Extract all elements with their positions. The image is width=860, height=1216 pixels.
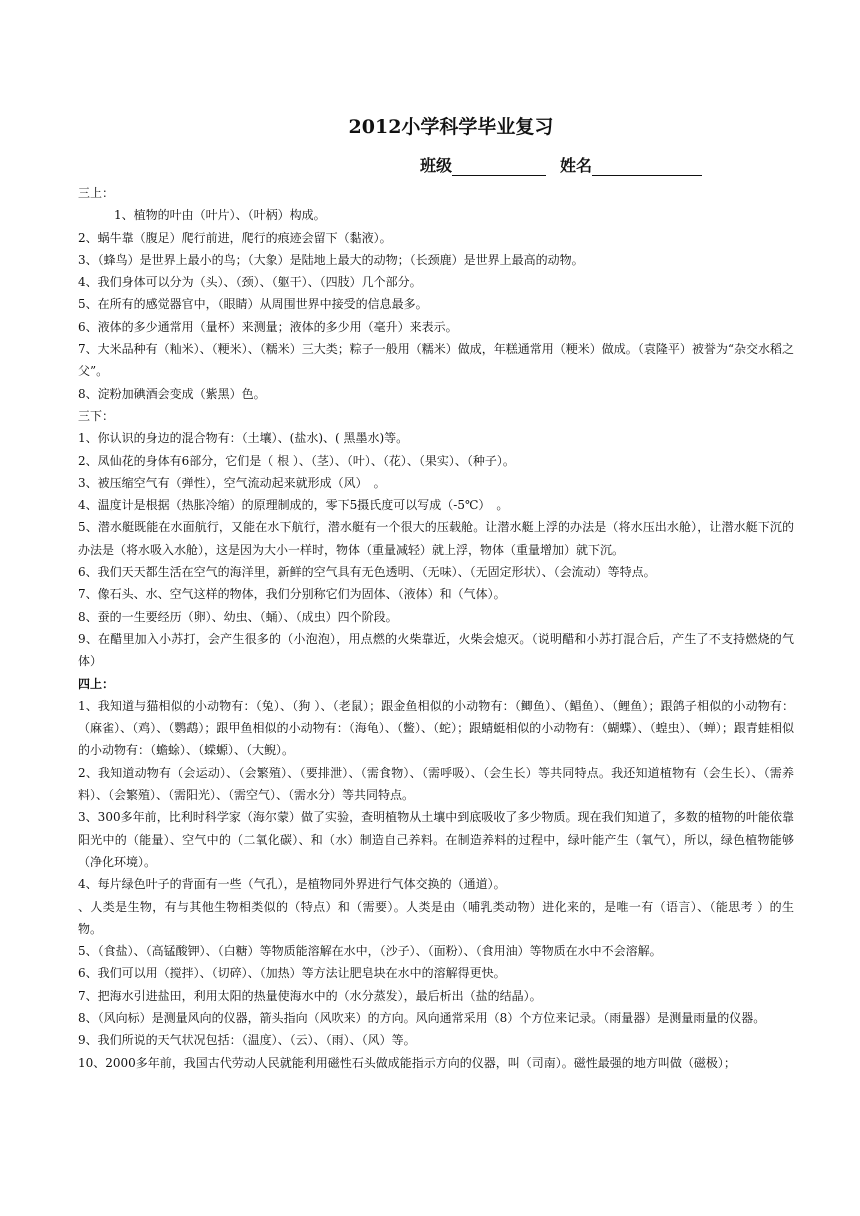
list-item: 1、植物的叶由（叶片）、（叶柄）构成。 [114,208,326,223]
list-item: 3、被压缩空气有（弹性），空气流动起来就形成（风） 。 [78,475,386,490]
list-item: 2、我知道动物有（会运动）、（会繁殖）、（要排泄）、（需食物）、（需呼吸）、（会生长）等共同特点。我还知道植物有（会生长）、（需养料）、（会繁殖）、（需阳光）、（需空气）、（需水分）等共同特点。 [78,765,794,803]
section-heading: 三下： [78,408,115,423]
list-item: 4、每片绿色叶子的背面有一些（气孔），是植物同外界进行气体交换的（通道）。 [78,877,506,892]
list-item: 6、我们天天都生活在空气的海洋里，新鲜的空气具有无色透明、（无味）、（无固定形状）、（会流动）等特点。 [78,565,656,580]
list-item: 6、液体的多少通常用（量杯）来测量；液体的多少用（毫升）来表示。 [78,319,458,334]
list-item: 8、淀粉加碘酒会变成（紫黑）色。 [78,386,266,401]
list-item: 7、把海水引进盐田，利用太阳的热量使海水中的（水分蒸发），最后析出（盐的结晶）。 [78,988,542,1003]
name-blank [592,157,702,176]
list-item: 8、蚕的一生要经历（卵）、幼虫、（蛹）、（成虫）四个阶段。 [78,609,398,624]
section-heading: 四上： [78,676,115,691]
class-label: 班级 [419,156,452,175]
list-item: 8、（风向标）是测量风向的仪器，箭头指向（风吹来）的方向。风向通常采用（8）个方位来记录。（雨量器）是测量雨量的仪器。 [78,1010,766,1025]
list-item: 7、大米品种有（籼米）、（粳米）、（糯米）三大类；粽子一般用（糯米）做成，年糕通常用（粳米）做成。（袁隆平）被誉为“杂交水稻之父”。 [78,342,794,379]
list-item: 6、我们可以用（搅拌）、（切碎）、（加热）等方法让肥皂块在水中的溶解得更快。 [78,966,506,981]
list-item: 4、我们身体可以分为（头）、（颈）、（躯干）、（四肢）几个部分。 [78,275,422,290]
document-page [78,112,794,1074]
section-heading: 三上： [78,186,115,200]
list-item: 10、2000多年前，我国古代劳动人民就能利用磁性石头做成能指示方向的仪器，叫（司南）。磁性最强的地方叫做（磁极）； [78,1055,736,1070]
list-item: 4、温度计是根据（热胀冷缩）的原理制成的，零下5摄氏度可以写成（-5℃） 。 [78,498,509,513]
list-item: 5、在所有的感觉器官中，（眼睛）从周围世界中接受的信息最多。 [78,297,428,312]
student-info-line [78,150,794,176]
list-item: 2、蜗牛靠（腹足）爬行前进，爬行的痕迹会留下（黏液）。 [78,230,392,245]
list-item: 9、我们所说的天气状况包括：（温度）、（云）、（雨）、（风）等。 [78,1033,416,1048]
page-title: 2012小学科学毕业复习 [348,116,554,138]
list-item: 1、我知道与猫相似的小动物有：（兔）、（狗 ）、（老鼠）；跟金鱼相似的小动物有：（鲫鱼）、（鲳鱼）、（鲤鱼）；跟鸽子相似的小动物有：（麻雀）、（鸡）、（鹦鹉）；跟甲鱼相似的小动物有：（海龟）、（鳖）、（蛇）；跟蜻蜓相似的小动物有：（蝴蝶）、（蝗虫）、（蝉）；跟青蛙相似的小动物有：（蟾蜍）、（蝾螈）、（大鲵）。 [78,698,794,758]
list-item: 5、潜水艇既能在水面航行，又能在水下航行，潜水艇有一个很大的压载舱。让潜水艇上浮的办法是（将水压出水舱），让潜水艇下沉的办法是（将水吸入水舱），这是因为大小一样时，物体（重量减轻）就上浮，物体（重量增加）就下沉。 [78,520,794,557]
document-body [78,182,794,1074]
name-label: 姓名 [559,156,592,175]
list-item: 5、（食盐）、（高锰酸钾）、（白糖）等物质能溶解在水中，（沙子）、（面粉）、（食用油）等物质在水中不会溶解。 [78,944,662,959]
list-item: 、人类是生物，有与其他生物相类似的（特点）和（需要）。人类是由（哺乳类动物）进化来的，是唯一有（语言）、（能思考 ）的生物。 [78,899,794,936]
class-blank [452,157,546,176]
list-item: 7、像石头、水、空气这样的物体，我们分别称它们为固体、（液体）和（气体）。 [78,587,506,602]
list-item: 3、300多年前，比利时科学家（海尔蒙）做了实验，查明植物从土壤中到底吸收了多少物质。现在我们知道了，多数的植物的叶能依靠阳光中的（能量）、空气中的（二氧化碳）、和（水）制造自己养料。在制造养料的过程中，绿叶能产生（氧气），所以，绿色植物能够（净化环境）。 [78,810,794,869]
list-item: 2、凤仙花的身体有6部分，它们是（ 根 ）、（茎）、（叶）、（花）、（果实）、（种子）。 [78,453,515,468]
list-item: 3、（蜂鸟）是世界上最小的鸟；（大象）是陆地上最大的动物；（长颈鹿）是世界上最高的动物。 [78,252,584,267]
list-item: 9、在醋里加入小苏打，会产生很多的（小泡泡），用点燃的火柴靠近，火柴会熄灭。（说明醋和小苏打混合后，产生了不支持燃烧的气体） [78,631,794,669]
list-item: 1、你认识的身边的混合物有：（土壤）、(盐水)、( 黑墨水)等。 [78,431,409,446]
